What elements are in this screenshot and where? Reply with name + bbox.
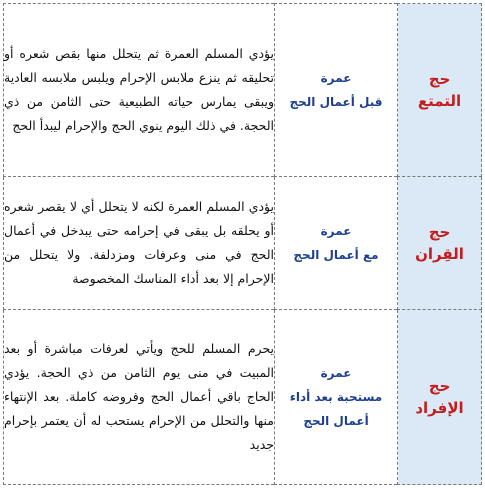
hajj-type-cell (398, 4, 482, 177)
hajj-type-cell (398, 177, 482, 310)
umrah-timing-cell (275, 4, 398, 177)
umrah-timing: مستحبة بعد أداء (289, 390, 383, 404)
umrah-label: عمرة (320, 71, 352, 85)
table-row (4, 4, 482, 177)
umrah-timing: مع أعمال الحج (293, 248, 379, 262)
hajj-type-name: التمتع (417, 92, 462, 110)
hajj-type-cell (398, 310, 482, 485)
hajj-type-label: حج (428, 223, 451, 241)
hajj-type-name: القِران (415, 245, 464, 263)
umrah-timing: قبل أعمال الحج (289, 95, 383, 109)
umrah-timing: أعمال الحج (303, 414, 369, 428)
umrah-label: عمرة (320, 366, 352, 380)
description-cell: يحرم المسلم للحج ويأتي لعرفات مباشرة أو بعد المبيت في منى يوم الثامن من ذي الحجة. يؤدي الحاج باقي أعمال الحج وفروضه كاملة. بعد الإنتهاء منها والتحلل من الإحرام يستحب له أن يعتمر بإحرام جديد (4, 310, 275, 485)
hajj-types-table (3, 3, 482, 485)
umrah-timing-cell (275, 177, 398, 310)
umrah-timing-cell (275, 310, 398, 485)
hajj-type-label: حج (428, 377, 451, 395)
description-cell: يؤدي المسلم العمرة ثم يتحلل منها بقص شعره أو تحليقه ثم ينزع ملابس الإحرام ويلبس ملابسه العادية ويبقى يمارس حياته الطبيعية حتى الثامن من ذي الحجة. في ذلك اليوم ينوي الحج والإحرام ليبدأ الحج (4, 4, 275, 177)
hajj-type-name: الإفراد (415, 399, 464, 417)
table-row (4, 177, 482, 310)
table-row (4, 310, 482, 485)
description-cell: يؤدي المسلم العمرة لكنه لا يتحلل أي لا يقصر شعره أو يحلقه بل يبقى في إحرامه حتى يبدخل في أعمال الحج في منى وعرفات ومزدلفة. ولا يتحلل من الإحرام إلا بعد أداء المناسك المخصوصة (4, 177, 275, 310)
hajj-type-label: حج (428, 70, 451, 88)
umrah-label: عمرة (320, 224, 352, 238)
